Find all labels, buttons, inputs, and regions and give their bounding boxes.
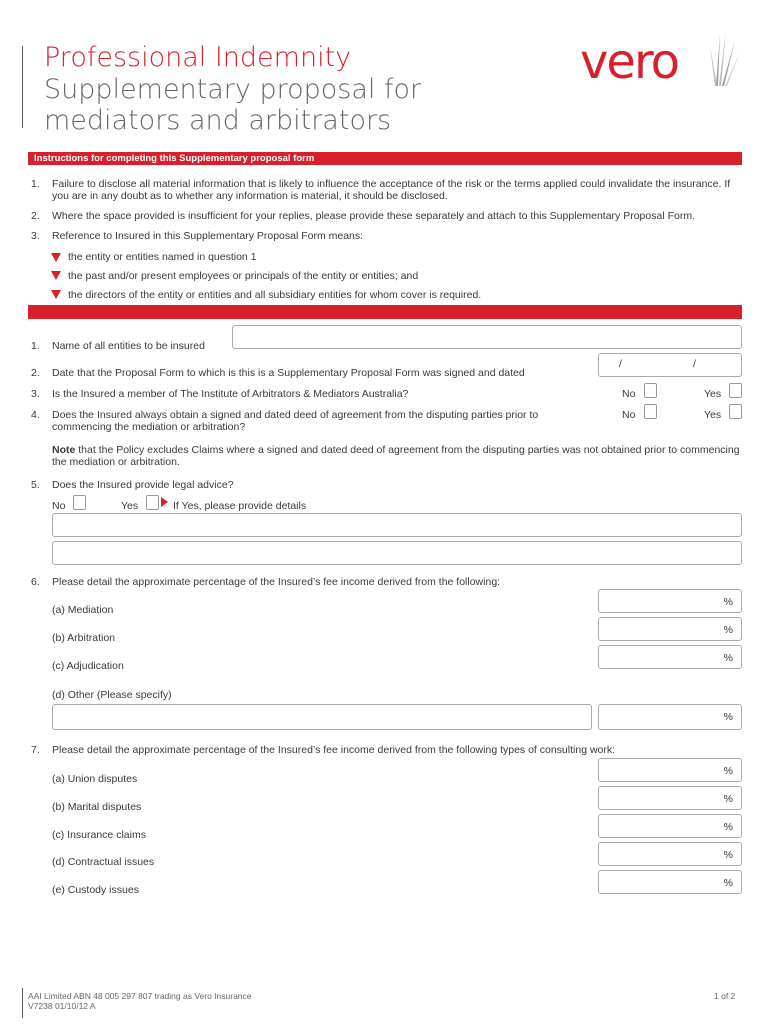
question-text: Is the Insured a member of The Institute of Arbitrators & Mediators Australia? [52,388,409,400]
date-separator: / [619,358,622,370]
question-text: Please detail the approximate percentage of the Insured’s fee income derived from the following: [52,576,501,588]
legal-advice-details-input-2[interactable] [52,541,742,565]
question-number: 6. [31,576,40,588]
bullet-triangle-icon [51,271,61,280]
consulting-item-label: (e) Custody issues [52,884,139,896]
q5-yes-checkbox[interactable] [146,495,159,510]
income-item-label: (c) Adjudication [52,660,124,672]
question-number: 7. [31,744,40,756]
bullet-text: the past and/or present employees or principals of the entity or entities; and [68,270,419,282]
question-number: 2. [31,367,40,379]
no-label: No [622,409,636,421]
yes-label: Yes [121,500,139,512]
insurance-claims-percent-input[interactable] [598,814,742,838]
q4-no-checkbox[interactable] [644,404,657,419]
question-number: 1. [31,340,40,352]
bullet-text: the entity or entities named in question 1 [68,251,257,263]
percent-symbol: % [723,711,733,723]
mediation-percent-input[interactable] [598,589,742,613]
section-divider-bar [28,305,742,319]
question-text: Does the Insured always obtain a signed and dated deed of agreement from the disputing parties prior to commencing the mediation or arbitration? [52,409,539,433]
instruction-text: Where the space provided is insufficient for your replies, please provide these separately and attach to this Supplementary Proposal Form. [52,210,695,222]
marital-disputes-percent-input[interactable] [598,786,742,810]
page-number: 1 of 2 [714,991,736,1001]
question-text: Date that the Proposal Form to which is this is a Supplementary Proposal Form was signed and dated [52,367,525,379]
consulting-item-label: (c) Insurance claims [52,829,146,841]
income-item-label: (d) Other (Please specify) [52,689,172,701]
footer-form-code: V7238 01/10/12 A [28,1001,96,1011]
q4-yes-checkbox[interactable] [729,404,742,419]
arbitration-percent-input[interactable] [598,617,742,641]
no-label: No [622,388,636,400]
question-number: 5. [31,479,40,491]
arrow-right-icon [161,497,168,507]
policy-note [52,444,746,468]
logo-wordmark: vero [580,34,678,90]
yes-label: Yes [704,409,722,421]
percent-symbol: % [723,821,733,833]
bullet-text: the directors of the entity or entities and all subsidiary entities for whom cover is required. [68,289,482,301]
contractual-issues-percent-input[interactable] [598,842,742,866]
question-text: Name of all entities to be insured [52,340,205,352]
percent-symbol: % [723,624,733,636]
form-title: Professional Indemnity [44,42,352,73]
percent-symbol: % [723,652,733,664]
legal-advice-details-input-1[interactable] [52,513,742,537]
yes-label: Yes [704,388,722,400]
note-label: Note [52,444,76,456]
details-prompt: If Yes, please provide details [173,500,307,512]
percent-symbol: % [723,849,733,861]
percent-symbol: % [723,877,733,889]
question-number: 3. [31,388,40,400]
q3-yes-checkbox[interactable] [729,383,742,398]
logo-flame-icon [702,30,742,92]
footer-divider [22,988,24,1018]
no-label: No [52,500,66,512]
custody-issues-percent-input[interactable] [598,870,742,894]
question-text: Does the Insured provide legal advice? [52,479,234,491]
q5-no-checkbox[interactable] [73,495,86,510]
income-item-label: (b) Arbitration [52,632,116,644]
instruction-text: Failure to disclose all material information that is likely to influence the acceptance of the risk or the terms applied could invalidate the insurance. If you are in any doubt as to whether any information is material, it should be disclosed. [52,178,731,202]
other-percent-input[interactable] [598,704,742,730]
note-text: that the Policy excludes Claims where a signed and dated deed of agreement from the disputing parties was not obtained prior to commencing the mediation or arbitration. [52,444,740,468]
vero-logo [580,34,678,90]
consulting-item-label: (b) Marital disputes [52,801,142,813]
bullet-triangle-icon [51,290,61,299]
form-subtitle-line1: Supplementary proposal for [44,74,422,105]
union-disputes-percent-input[interactable] [598,758,742,782]
bullet-triangle-icon [51,253,61,262]
percent-symbol: % [723,765,733,777]
form-subtitle-line2: mediators and arbitrators [44,105,392,136]
question-number: 4. [31,409,40,421]
question-text: Please detail the approximate percentage of the Insured’s fee income derived from the following types of consulting work: [52,744,616,756]
instruction-number: 1. [31,178,40,190]
consulting-item-label: (d) Contractual issues [52,856,155,868]
date-separator: / [693,358,696,370]
percent-symbol: % [723,596,733,608]
instruction-number: 2. [31,210,40,222]
consulting-item-label: (a) Union disputes [52,773,138,785]
income-item-label: (a) Mediation [52,604,114,616]
adjudication-percent-input[interactable] [598,645,742,669]
other-specify-input[interactable] [52,704,592,730]
instruction-number: 3. [31,230,40,242]
entities-name-input[interactable] [232,325,742,349]
proposal-date-input[interactable] [598,353,742,377]
percent-symbol: % [723,793,733,805]
title-divider [22,46,26,128]
footer-company: AAI Limited ABN 48 005 297 807 trading as Vero Insurance [28,991,252,1001]
q3-no-checkbox[interactable] [644,383,657,398]
instruction-text: Reference to Insured in this Supplementary Proposal Form means: [52,230,364,242]
instructions-heading: Instructions for completing this Supplementary proposal form [28,152,742,165]
